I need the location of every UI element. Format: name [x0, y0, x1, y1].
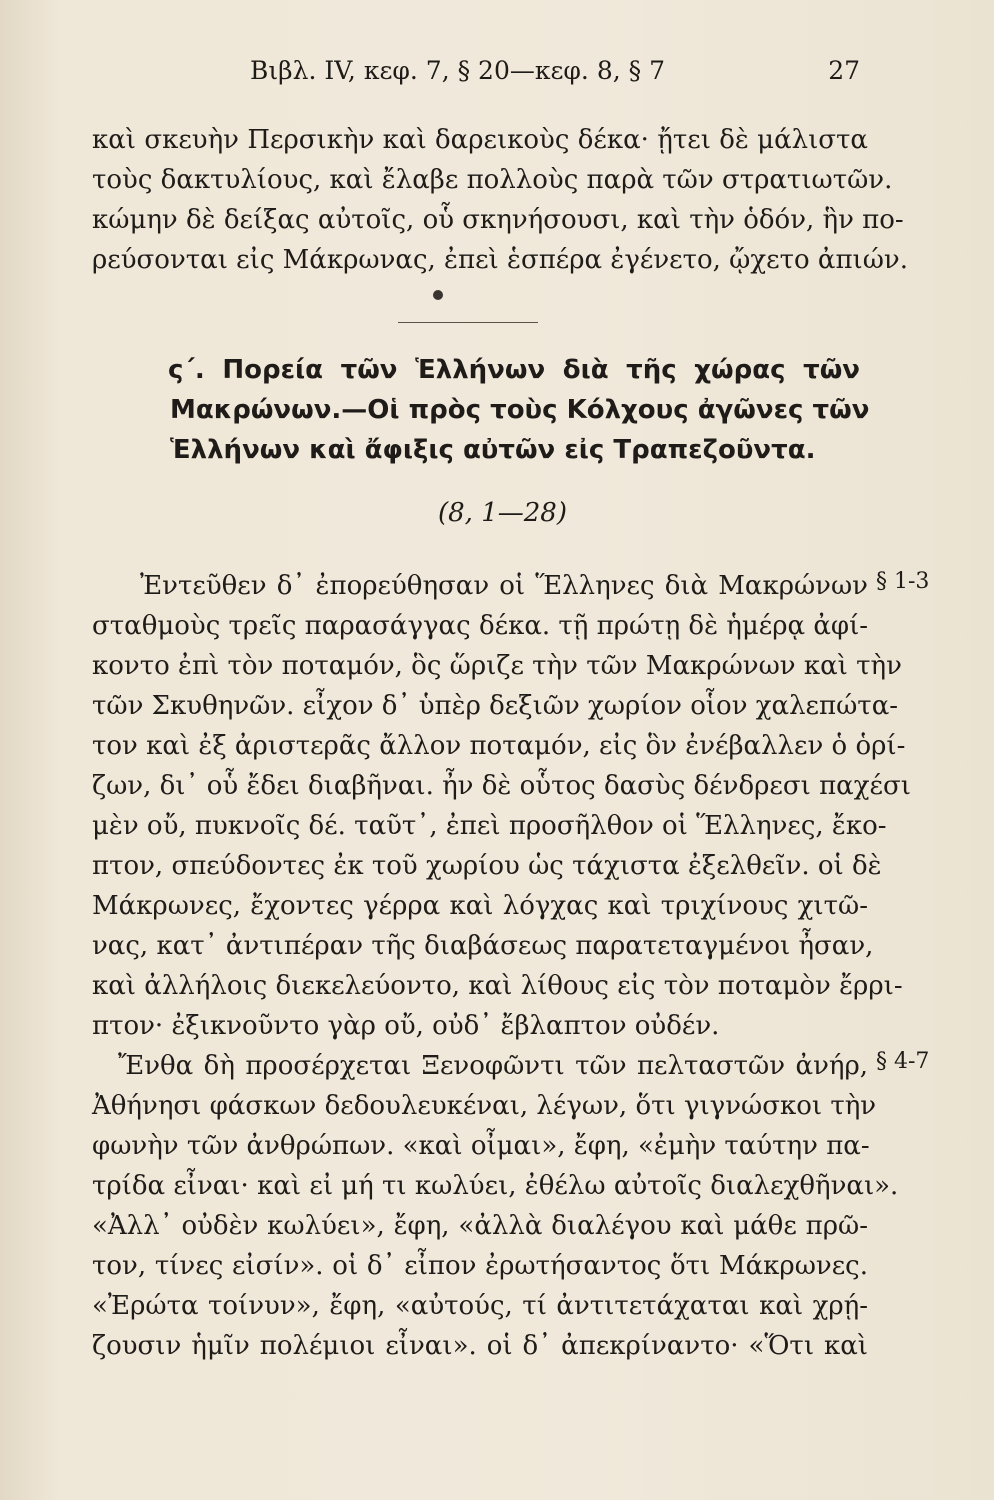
page-header [250, 56, 860, 96]
text-line: καὶ σκευὴν Περσικὴν καὶ δαρεικοὺς δέκα· ᾔτει δὲ μάλιστα [92, 125, 868, 155]
text-line: μὲν οὔ, πυκνοῖς δέ. ταῦτ᾽, ἐπεὶ προσῆλθον οἱ Ἕλληνες, ἔκο- [92, 811, 887, 841]
text-line: πτον, σπεύδοντες ἐκ τοῦ χωρίου ὡς τάχιστα ἐξελθεῖν. οἱ δὲ [92, 851, 882, 881]
text-line: «Ἀλλ᾽ οὐδὲν κωλύει», ἔφη, «ἀλλὰ διαλέγου καὶ μάθε πρῶ- [92, 1211, 868, 1241]
text-line: Μάκρωνες, ἔχοντες γέρρα καὶ λόγχας καὶ τριχίνους χιτῶ- [92, 891, 868, 921]
text-line: Ἀθήνησι φάσκων δεδουλευκέναι, λέγων, ὅτι γιγνώσκοι τὴν [92, 1091, 877, 1121]
heading-line: Ἑλλήνων καὶ ἄφιξις αὐτῶν εἰς Τραπεζοῦντα. [170, 435, 816, 465]
text-line: τοὺς δακτυλίους, καὶ ἔλαβε πολλοὺς παρὰ τῶν στρατιωτῶν. [92, 165, 893, 195]
dot-ornament [433, 290, 443, 300]
text-line: καὶ ἀλλήλοις διεκελεύοντο, καὶ λίθους εἰς τὸν ποταμὸν ἔρρι- [92, 971, 903, 1001]
margin-section-note: § 4-7 [876, 1049, 930, 1074]
text-line: Ἐντεῦθεν δ᾽ ἐπορεύθησαν οἱ Ἕλληνες διὰ Μακρώνων [140, 571, 868, 601]
text-line: τον καὶ ἐξ ἀριστερᾶς ἄλλον ποταμόν, εἰς ὃν ἐνέβαλλεν ὁ ὁρί- [92, 731, 906, 761]
section-heading [168, 350, 870, 470]
text-line: τρίδα εἶναι· καὶ εἰ μή τι κωλύει, ἐθέλω αὐτοῖς διαλεχθῆναι». [92, 1171, 899, 1201]
text-line: κοντο ἐπὶ τὸν ποταμόν, ὃς ὥριζε τὴν τῶν Μακρώνων καὶ τὴν [92, 651, 902, 681]
text-line: ζων, δι᾽ οὗ ἔδει διαβῆναι. ἦν δὲ οὗτος δασὺς δένδρεσι παχέσι [92, 771, 911, 801]
margin-section-note: § 1-3 [876, 569, 930, 594]
section-reference: (8, 1—28) [438, 498, 567, 528]
text-line: κώμην δὲ δείξας αὐτοῖς, οὗ σκηνήσουσι, καὶ τὴν ὁδόν, ἣν πο- [92, 205, 904, 235]
running-head: Βιβλ. IV, κεφ. 7, § 20—κεφ. 8, § 7 [250, 56, 665, 85]
text-line: τῶν Σκυθηνῶν. εἶχον δ᾽ ὑπὲρ δεξιῶν χωρίον οἷον χαλεπώτα- [92, 691, 899, 721]
text-line: Ἔνθα δὴ προσέρχεται Ξενοφῶντι τῶν πελταστῶν ἀνήρ, [118, 1051, 868, 1081]
section-divider [398, 322, 538, 323]
text-line: φωνὴν τῶν ἀνθρώπων. «καὶ οἶμαι», ἔφη, «ἐμὴν ταύτην πα- [92, 1131, 870, 1161]
text-line: σταθμοὺς τρεῖς παρασάγγας δέκα. τῇ πρώτῃ δὲ ἡμέρᾳ ἀφί- [92, 611, 869, 641]
paragraph-2 [92, 1046, 899, 1366]
text-line: «Ἐρώτα τοίνυν», ἔφη, «αὐτούς, τί ἀντιτετάχαται καὶ χρῄ- [92, 1291, 868, 1321]
text-line: νας, κατ᾽ ἀντιπέραν τῆς διαβάσεως παρατεταγμένοι ἦσαν, [92, 931, 874, 961]
page-number: 27 [828, 56, 860, 85]
text-line: τον, τίνες εἰσίν». οἱ δ᾽ εἶπον ἐρωτήσαντος ὅτι Μάκρωνες. [92, 1251, 868, 1281]
text-line: ζουσιν ἡμῖν πολέμιοι εἶναι». οἱ δ᾽ ἀπεκρίναντο· «Ὅτι καὶ [92, 1331, 868, 1361]
heading-line: Μακρώνων.—Οἱ πρὸς τοὺς Κόλχους ἀγῶνες τῶν [170, 395, 870, 425]
text-line: ρεύσονται εἰς Μάκρωνας, ἐπεὶ ἑσπέρα ἐγένετο, ᾤχετο ἀπιών. [92, 245, 909, 275]
heading-line: ς΄. Πορεία τῶν Ἑλλήνων διὰ τῆς χώρας τῶν [168, 355, 860, 385]
top-paragraph [92, 120, 909, 280]
text-line: πτον· ἐξικνοῦντο γὰρ οὔ, οὐδ᾽ ἔβλαπτον οὐδέν. [92, 1011, 720, 1041]
